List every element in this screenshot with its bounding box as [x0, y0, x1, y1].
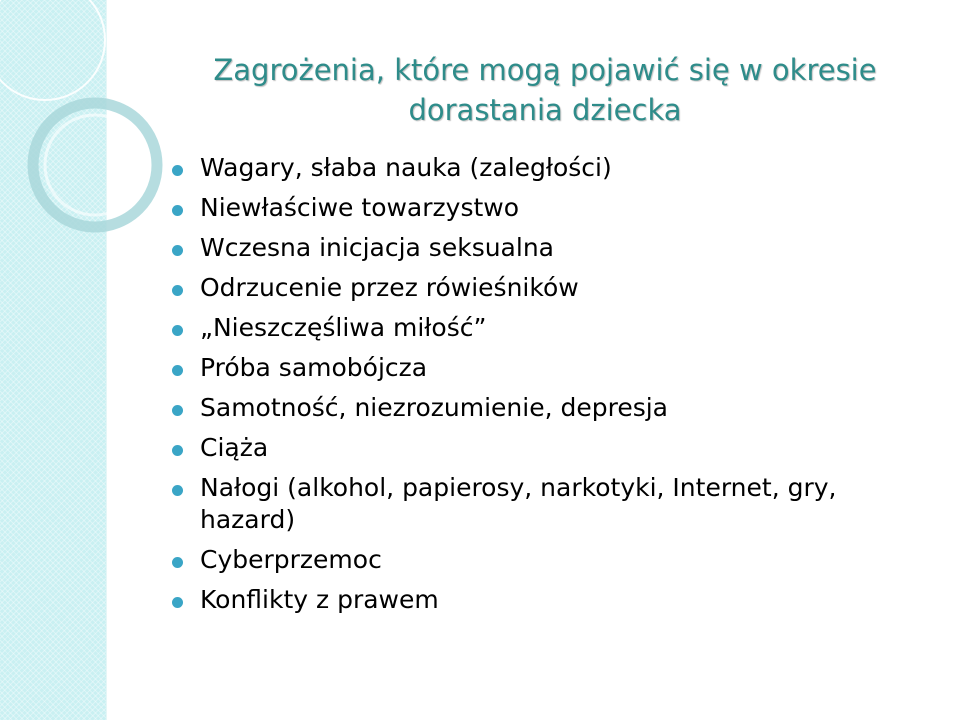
bullet-icon — [172, 365, 183, 376]
list-item-text: Samotność, niezrozumienie, depresja — [200, 393, 668, 422]
list-item — [170, 272, 900, 304]
list-item — [170, 584, 900, 616]
bullet-icon — [172, 205, 183, 216]
list-item — [170, 392, 900, 424]
list-item — [170, 312, 900, 344]
bullet-icon — [172, 597, 183, 608]
bullet-icon — [172, 285, 183, 296]
list-item-text: „Nieszczęśliwa miłość” — [200, 313, 487, 342]
list-item — [170, 352, 900, 384]
list-item — [170, 432, 900, 464]
bullet-icon — [172, 557, 183, 568]
bullet-list — [170, 152, 900, 624]
bullet-icon — [172, 245, 183, 256]
list-item-text: Konflikty z prawem — [200, 585, 439, 614]
bullet-icon — [172, 325, 183, 336]
list-item-text: Odrzucenie przez rówieśników — [200, 273, 579, 302]
list-item-text: Próba samobójcza — [200, 353, 428, 382]
list-item — [170, 152, 900, 184]
bullet-icon — [172, 165, 183, 176]
list-item-text: Ciąża — [200, 433, 269, 462]
bullet-icon — [172, 445, 183, 456]
list-item — [170, 472, 900, 536]
list-item-text: Cyberprzemoc — [200, 545, 382, 574]
list-item — [170, 192, 900, 224]
list-item-text: Nałogi (alkohol, papierosy, narkotyki, Internet, gry, hazard) — [200, 473, 837, 534]
list-item-text: Niewłaściwe towarzystwo — [200, 193, 520, 222]
bullet-icon — [172, 405, 183, 416]
list-item — [170, 544, 900, 576]
list-item-text: Wczesna inicjacja seksualna — [200, 233, 554, 262]
bullet-icon — [172, 485, 183, 496]
list-item-text: Wagary, słaba nauka (zaległości) — [200, 153, 612, 182]
slide-title: Zagrożenia, które mogą pojawić się w okresie dorastania dziecka — [213, 53, 877, 127]
list-item — [170, 232, 900, 264]
